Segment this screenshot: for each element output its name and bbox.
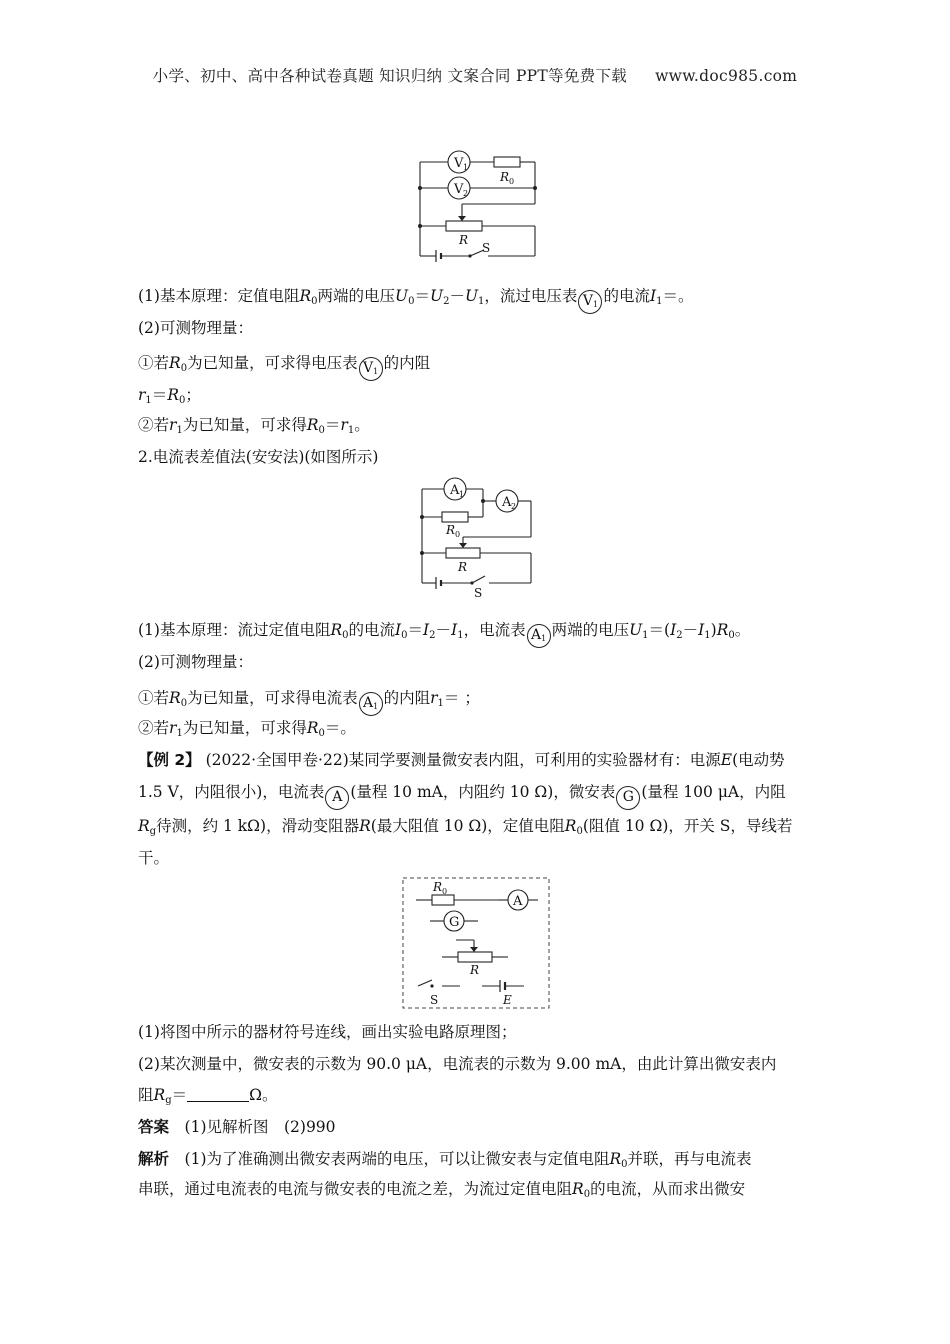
fig3-r-label: R — [470, 963, 480, 977]
header-text: 小学、初中、高中各种试卷真题 知识归纳 文案合同 PPT等免费下载 — [152, 67, 628, 85]
voltmeter-v1-icon: $V_1$ — [578, 290, 602, 314]
fig1-v1-sub: 1 — [463, 163, 469, 172]
analysis-line-2: 串联，通过电流表的电流与微安表的电流之差，为流过定值电阻$R_0$的电流，从而求出微安 — [138, 1180, 746, 1200]
example-paragraph: 【例 2】 (2022·全国甲卷·22)某同学要测量微安表内阻，可利用的实验器材有：电源E(电动势 1.5 V，内阻很小)，电流表 A (量程 10 mA，内阻约 10 Ω)，微安表 G (量程 100 μA，内阻 $R_g$待测，约 1 kΩ)，滑动变阻器R(最大阻值 10 Ω)，定值电阻$R_0$(阻值 10 Ω)，开关 S，导线若 干。 — [138, 751, 793, 867]
fig3-g-label: G — [449, 915, 460, 930]
sec2-title: 2.电流表差值法(安安法)(如图所示) — [138, 448, 379, 466]
fig1-s-label: S — [482, 241, 491, 255]
fig1-r0-sub: 0 — [509, 177, 515, 186]
circuit-figure-components — [402, 877, 550, 1009]
circuit-figure-voltmeter — [408, 150, 550, 268]
fig2-r-label: R — [458, 560, 468, 574]
answer-label: 答案 — [138, 1118, 170, 1136]
fig2-a1-sub: 1 — [459, 490, 465, 499]
sec1-item1: ①若$R_0$为已知量，可求得电压表 $V_1$ 的内阻 — [138, 351, 430, 381]
fig1-r0-label: R — [500, 170, 510, 184]
circuit-figure-voltmeter-svg — [408, 150, 550, 268]
sec1-measurable: (2)可测物理量： — [138, 319, 253, 337]
ammeter-a1-icon: $A_1$ — [359, 692, 383, 716]
fig3-s-label: S — [430, 993, 439, 1007]
header-url[interactable]: www.doc985.com — [655, 67, 798, 85]
sec2-measurable: (2)可测物理量： — [138, 653, 253, 671]
fig3-r0-sub: 0 — [442, 887, 448, 896]
fig1-v2-label: V — [454, 182, 464, 197]
fig1-r-label: R — [459, 233, 469, 247]
circuit-figure-ammeter-svg — [410, 477, 555, 599]
fig2-r0-sub: 0 — [455, 530, 461, 539]
answer-text: (1)见解析图 (2)990 — [184, 1118, 336, 1136]
fig2-a2-label: A — [502, 495, 512, 510]
circuit-figure-ammeter — [410, 477, 555, 599]
example-label: 【例 2】 — [138, 751, 201, 769]
circuit-figure-components-svg — [402, 877, 550, 1009]
analysis-label: 解析 — [138, 1150, 170, 1168]
sec2-principle: (1)基本原理：流过定值电阻$R_0$的电流$I_0=I_2-I_1$，电流表 $A_1$ 两端的电压$U_1=(I_2-I_1)R_0$。 — [138, 618, 750, 648]
ammeter-a1-icon: $A_1$ — [527, 624, 551, 648]
galvanometer-g-icon: G — [616, 786, 640, 810]
ammeter-a-icon: A — [325, 786, 349, 810]
sec1-principle: (1)基本原理：定值电阻$R_0$两端的电压$U_0=U_2-U_1$，流过电压表 $V_1$ 的电流$I_1=$。 — [138, 284, 693, 314]
question-1: (1)将图中所示的器材符号连线，画出实验电路原理图； — [138, 1023, 517, 1041]
fig2-s-label: S — [474, 586, 483, 600]
fig3-r0-label: R — [433, 880, 443, 894]
fig2-a1-label: A — [450, 483, 460, 498]
sec1-item2: ②若$r_1$为已知量，可求得$R_0=r_1$。 — [138, 416, 370, 436]
page-header — [0, 64, 950, 86]
fig2-r0-label: R — [446, 523, 456, 537]
question-2: (2)某次测量中，微安表的示数为 90.0 μA，电流表的示数为 9.00 mA，由此计算出微安表内 — [138, 1055, 777, 1073]
sec2-item1: ①若$R_0$为已知量，可求得电流表 $A_1$ 的内阻$r_1=$ ； — [138, 686, 480, 716]
fig1-v2-sub: 2 — [463, 189, 469, 198]
fig3-a-label: A — [513, 894, 523, 909]
sec2-item2: ②若$r_1$为已知量，可求得$R_0=$。 — [138, 719, 356, 739]
answer-line — [138, 1115, 336, 1139]
analysis-line-1: 解析 (1)为了准确测出微安表两端的电压，可以让微安表与定值电阻$R_0$并联，再与电流表 — [138, 1150, 752, 1170]
fig3-e-label: E — [503, 993, 512, 1007]
sec1-item1-formula: $r_1=R_0$； — [138, 386, 201, 406]
fig1-v1-label: V — [454, 156, 464, 171]
fig2-a2-sub: 2 — [511, 502, 517, 511]
answer-blank[interactable] — [187, 1087, 249, 1102]
voltmeter-v1-icon: $V_1$ — [359, 357, 383, 381]
question-2-cont: 阻$R_g= \Omega$。 — [138, 1086, 278, 1106]
